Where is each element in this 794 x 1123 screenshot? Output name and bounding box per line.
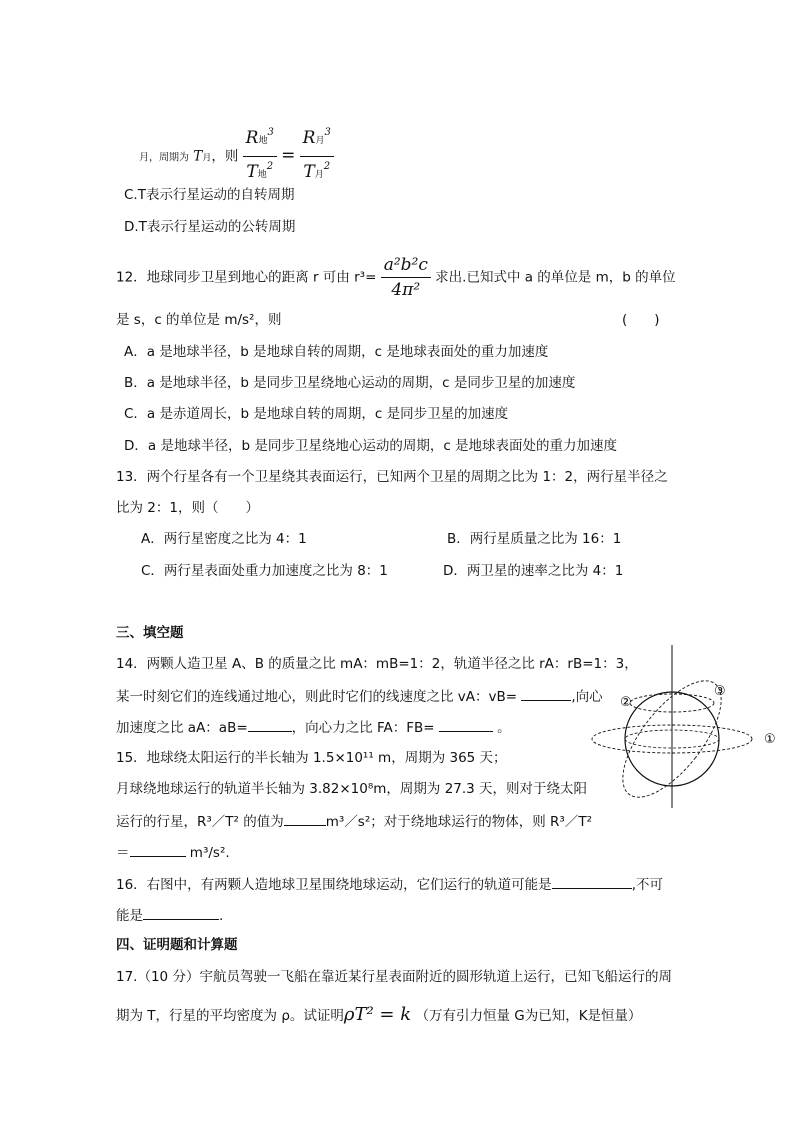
- q13-option-c: C．两行星表面处重力加速度之比为 8：1: [141, 563, 388, 579]
- q12-line1: [116, 255, 676, 300]
- q12-text-b: 求出.已知式中 a 的单位是 m，b 的单位: [435, 269, 676, 286]
- q13-line2: 比为 2：1，则（ ）: [116, 500, 259, 516]
- T-earth: T: [246, 162, 258, 182]
- T-earth-exp: 2: [266, 161, 274, 172]
- option-c: C.T表示行星运动的自转周期: [124, 187, 295, 203]
- orbit-diagram: [588, 640, 794, 812]
- q12-frac-den: 4π²: [381, 277, 431, 300]
- q15-blank-sun[interactable]: [284, 811, 326, 826]
- q17-formula: ρT² = k: [343, 1004, 412, 1025]
- R-earth-sub: 地: [258, 136, 268, 146]
- q14-text-d: ，向心力之比 FA：FB=: [291, 720, 435, 736]
- q12-frac-num: a²b²c: [383, 255, 428, 275]
- moon-fraction: [300, 125, 334, 188]
- q15-text-a: 运行的行星，R³／T² 的值为: [116, 814, 284, 830]
- orbit-label-3: ③: [714, 684, 726, 699]
- q13-option-a: A．两行星密度之比为 4：1: [141, 531, 307, 547]
- q16-text-a: 16．右图中，有两颗人造地球卫星围绕地球运动，它们运行的轨道可能是: [116, 877, 552, 893]
- q12-option-b: B．a 是地球半径，b 是同步卫星绕地心运动的周期，c 是同步卫星的加速度: [124, 375, 576, 391]
- q12-answer-paren: ( ): [622, 312, 660, 328]
- q14-blank-acceleration[interactable]: [248, 717, 292, 732]
- q14-text-c: 加速度之比 aA：aB=: [116, 720, 248, 736]
- R-earth: R: [245, 128, 259, 148]
- q16-blank-possible[interactable]: [552, 874, 632, 889]
- q15-text-b: m³／s²；对于绕地球运行的物体，则 R³／T²: [325, 814, 592, 830]
- q15-line4: [116, 842, 230, 862]
- q13-option-b: B．两行星质量之比为 16：1: [447, 531, 622, 547]
- q17-line2: [116, 1002, 642, 1029]
- q16-blank-impossible[interactable]: [143, 905, 219, 920]
- earth-fraction: [243, 125, 277, 188]
- q12-option-c: C．a 是赤道周长，b 是地球自转的周期，c 是同步卫星的加速度: [124, 406, 509, 422]
- q14-text-b: ,向心: [571, 689, 603, 705]
- q15-line2: 月球绕地球运行的轨道半长轴为 3.82×10⁸m，周期为 27.3 天，则对于绕太阳: [116, 781, 588, 797]
- R-moon-sub: 月: [315, 136, 325, 146]
- q17-line1: 17.（10 分）宇航员驾驶一飞船在靠近某行星表面附近的圆形轨道上运行，已知飞船运行的周: [116, 969, 672, 985]
- T-moon-sub: 月: [314, 170, 324, 180]
- q12-line2: 是 s，c 的单位是 m/s²，则: [116, 312, 282, 328]
- section-4-heading: 四、证明题和计算题: [116, 937, 238, 953]
- q15-text-c: ＝: [116, 845, 130, 861]
- q15-blank-earth[interactable]: [130, 842, 186, 857]
- option-d: D.T表示行星运动的公转周期: [124, 219, 296, 235]
- T-symbol: T: [193, 148, 203, 165]
- q14-blank-velocity[interactable]: [521, 686, 571, 701]
- q13-line1: 13．两个行星各有一个卫星绕其表面运行，已知两个卫星的周期之比为 1：2，两行星半径之: [116, 469, 668, 485]
- R-earth-exp: 3: [267, 127, 274, 138]
- q16-line2: [116, 905, 223, 925]
- q17-text-a: 期为 T，行星的平均密度为 ρ。试证明: [116, 1008, 344, 1024]
- q14-line3: [116, 717, 511, 737]
- q16-line1: [116, 874, 663, 894]
- q15-text-d: m³/s².: [189, 845, 230, 861]
- orbit-label-1: ①: [764, 732, 776, 747]
- q16-text-d: .: [219, 908, 224, 924]
- kepler-fragment: [139, 125, 334, 188]
- q17-text-b: （万有引力恒量 G为已知，K是恒量）: [415, 1008, 642, 1024]
- q12-fraction: [381, 255, 431, 300]
- q14-text-e: 。: [497, 720, 511, 736]
- T-moon-exp: 2: [323, 161, 331, 172]
- fragment-prefix: 月，周期为: [139, 152, 189, 164]
- q14-blank-force[interactable]: [439, 717, 493, 732]
- q13-option-d: D．两卫星的速率之比为 4：1: [443, 563, 624, 579]
- orbit-label-2: ②: [620, 695, 632, 710]
- T-subscript: 月: [202, 153, 212, 164]
- R-moon-exp: 3: [324, 127, 331, 138]
- q16-text-b: ,不可: [631, 877, 663, 893]
- section-3-heading: 三、填空题: [116, 625, 184, 641]
- fragment-then: ，则: [211, 148, 239, 165]
- equals-sign: =: [281, 145, 296, 166]
- q12-option-a: A．a 是地球半径，b 是地球自转的周期，c 是地球表面处的重力加速度: [124, 344, 549, 360]
- q14-text-a: 某一时刻它们的连线通过地心，则此时它们的线速度之比 vA：vB=: [116, 689, 518, 705]
- q14-line1: 14．两颗人造卫星 A、B 的质量之比 mA：mB=1：2，轨道半径之比 rA：rB=1：3，: [116, 656, 638, 672]
- R-moon: R: [302, 128, 316, 148]
- q12-text-a: 12．地球同步卫星到地心的距离 r 可由 r³=: [116, 269, 377, 286]
- q14-line2: [116, 686, 603, 706]
- T-earth-sub: 地: [257, 170, 267, 180]
- q15-line3: [116, 811, 592, 831]
- q12-option-d: D．a 是地球半径，b 是同步卫星绕地心运动的周期，c 是地球表面处的重力加速度: [124, 438, 618, 454]
- T-moon: T: [303, 162, 315, 182]
- q16-text-c: 能是: [116, 908, 143, 924]
- q15-line1: 15．地球绕太阳运行的半长轴为 1.5×10¹¹ m，周期为 365 天；: [116, 750, 507, 766]
